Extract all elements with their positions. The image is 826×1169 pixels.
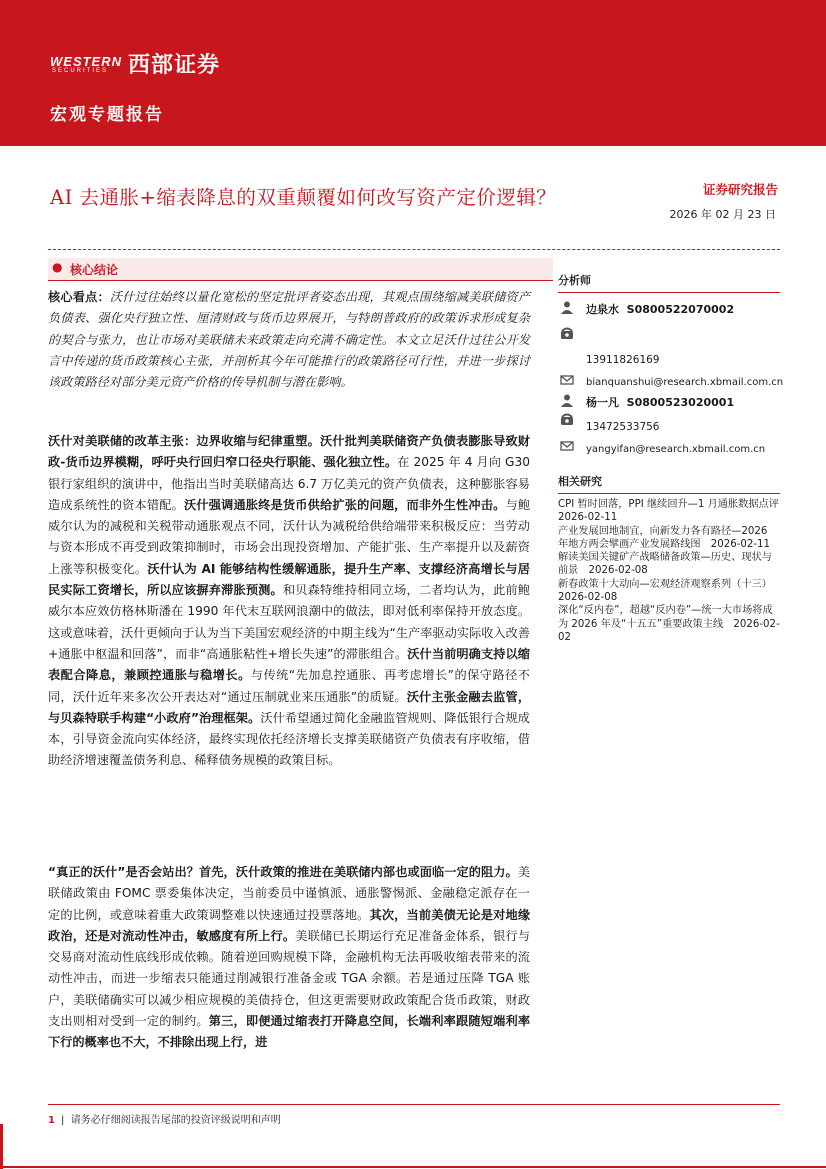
related-item[interactable]: 深化“反内卷”，超越“反内卷”—统一大市场将成为 2026 年及“十五五”重要政策主线 2026-02-02 [558, 605, 780, 643]
body-sentence: 沃什希望通过简化金融监管规则、降低银行合规成本，引导资金流向实体经济，最终实现依托经济增长支撑美联储资产负债表有序收缩，借助经济增速覆盖债务利息、稀释债务规模的政策目标。 [48, 710, 530, 768]
analyst-email[interactable]: bianquanshui@research.xbmail.com.cn [586, 377, 784, 388]
bold-sentence: 沃什当前明确支持以缩表配合降息，兼顾控通胀与稳增长。 [48, 646, 530, 683]
paragraph-label: 核心看点： [48, 290, 110, 304]
related-item[interactable]: CPI 暂时回落，PPI 继续回升—1 月通胀数据点评 2026-02-11 [558, 499, 790, 524]
related-research-heading: 相关研究 [558, 473, 780, 494]
analyst-card [558, 390, 780, 489]
analyst-name: 边泉水 [586, 303, 619, 316]
analyst-email[interactable]: yangyifan@research.xbmail.com.cn [586, 444, 766, 455]
person-icon [560, 300, 574, 314]
body-sentence: 在 2025 年 4 月向 G30 银行家组织的演讲中，他指出当时美联储高达 6.7 万亿美元的资产负债表，这种膨胀容易造成系统性的资本错配。 [48, 455, 531, 512]
page-number: 1 [48, 1115, 55, 1126]
body-sentence: 美联储政策由 FOMC 票委集体决定，当前委员中谨慎派、通胀警惕派、金融稳定派存在一定的比例，或意味着重大政策调整难以快速通过投票落地。 [48, 865, 530, 922]
report-title: AI 去通胀+缩表降息的双重颠覆如何改写资产定价逻辑？ [50, 186, 557, 209]
analyst-name: 杨一凡 [586, 396, 619, 409]
analyst-license: S0800523020001 [626, 396, 735, 409]
person-icon [560, 393, 574, 407]
footer-divider [48, 1104, 780, 1105]
related-research-list [558, 498, 790, 644]
bold-sentence: 沃什对美联储的改革主张：边界收缩与纪律重塑。 [48, 434, 320, 448]
paragraph-core-view [48, 287, 530, 393]
corner-bracket-vertical [0, 1124, 3, 1169]
title-divider [48, 249, 780, 250]
bold-sentence: 沃什认为 AI 能够结构性缓解通胀，提升生产率、支撑经济高增长与居民实际工资增长，所以应该摒弃滞胀预测。 [48, 561, 530, 598]
section-heading-text: 核心结论 [70, 263, 119, 277]
footer [48, 1111, 281, 1126]
logo-english: WESTERN [50, 54, 122, 69]
logo-chinese: 西部证券 [128, 53, 221, 78]
paragraph-real-warsh [48, 862, 530, 1054]
paragraph-text: 沃什过往始终以量化宽松的坚定批评者姿态出现，其观点围绕缩减美联储资产负债表、强化央行独立性、厘清财政与货币边界展开，与特朗普政府的政策诉求形成复杂的契合与张力，也让市场对美联储未来政策走向充满不确定性。本文立足沃什过往公开发言中传递的货币政策核心主张，并剖析其今年可能推行的政策路径可行性，并进一步探讨该政策路径对部分美元资产价格的传导机制与潜在影响。 [48, 290, 531, 390]
logo-english-sub: SECURITIES [52, 68, 109, 74]
mail-icon [560, 373, 574, 387]
bold-sentence: “真正的沃什”是否会站出？首先，沃什政策的推进在美联储内部也或面临一定的阻力。 [48, 865, 518, 879]
bold-sentence: 其次，当前美债无论是对地缘政治，还是对流动性冲击，敏感度有所上行。 [48, 907, 531, 943]
related-item[interactable]: 产业发展回地制宜，向新发力各有路径—2026 年地方两会擘画产业发展路线图 2026-02-11 [558, 525, 771, 550]
report-date: 2026 年 02 月 23 日 [669, 208, 776, 221]
mail-icon [560, 439, 574, 453]
body-sentence: 和贝森特维持相同立场，二者均认为，此前鲍威尔本应效仿格林斯潘在 1990 年代末互联网浪潮中的做法，即对低利率保持开放态度。这或意味着，沃什更倾向于认为当下美国宏观经济的中期主线为“生产率驱动实际收入改善+通胀中枢温和回落”，而非“高通胀粘性+增长失速”的滞胀组合。 [48, 583, 530, 661]
analyst-name-line [586, 301, 734, 317]
body-sentence: 与鲍威尔认为的减税和关税带动通胀观点不同，沃什认为减税给供给端带来积极反应：当劳动与资本形成不再受到政策抑制时，市场会出现投资增加、产能扩张、生产率提升以及薪资上涨等积极变化。 [48, 497, 531, 576]
analyst-phone: 13911826169 [586, 354, 660, 366]
phone-icon [560, 326, 574, 340]
section-heading [48, 258, 553, 281]
body-sentence: 与传统“先加息控通胀、再考虑增长”的保守路径不同，沃什近年来多次公开表达对“通过压制就业来压通胀”的质疑。 [48, 668, 530, 704]
body-sentence: 美联储已长期运行充足准备金体系，银行与交易商对流动性底线形成依赖。随着逆回购规模下降，金融机构无法再吸收缩表带来的流动性冲击，而进一步缩表只能通过削减银行准备金或 TGA 余额。若是通过压降 TGA 账户，美联储确实可以减少相应规模的美债持仓，但这更需要财政政策配合货币政策，财政支出则相对受到一定的制约。 [48, 928, 531, 1029]
footer-disclaimer: 请务必仔细阅读报告尾部的投资评级说明和声明 [70, 1115, 281, 1126]
corner-bracket-horizontal [0, 1166, 826, 1168]
phone-icon [560, 412, 574, 426]
analyst-heading: 分析师 [558, 272, 780, 293]
sidebar [558, 272, 790, 644]
header-banner [0, 0, 826, 146]
bold-sentence: 沃什强调通胀终是货币供给扩张的问题，而非外生性冲击。 [184, 497, 506, 512]
bold-sentence: 第三，即便通过缩表打开降息空间，长端利率跟随短端利率下行的概率也不大，不排除出现上行，进 [48, 1014, 531, 1050]
footer-separator: | [60, 1115, 71, 1126]
analyst-license: S0800522070002 [626, 303, 735, 316]
paragraph-reform [48, 431, 530, 772]
related-item[interactable]: 新春政策十大动向—宏观经济观察系列（十三） 2026-02-08 [558, 578, 778, 604]
analyst-card [558, 293, 784, 392]
report-category-label: 证券研究报告 [702, 182, 778, 197]
bold-sentence: 沃什批判美联储资产负债表膨胀导致财政-货币边界模糊，呼吁央行回归窄口径央行职能、强化独立性。 [48, 434, 531, 470]
related-item[interactable]: 解读美国关键矿产战略储备政策—历史、现状与前景 2026-02-08 [558, 552, 772, 577]
report-type: 宏观专题报告 [50, 105, 164, 125]
bold-sentence: 沃什主张金融去监管，与贝森特联手构建“小政府”治理框架。 [48, 689, 531, 725]
analyst-phone: 13472533756 [586, 421, 660, 433]
bullet-icon: ● [52, 260, 63, 274]
analyst-name-line [586, 394, 734, 410]
